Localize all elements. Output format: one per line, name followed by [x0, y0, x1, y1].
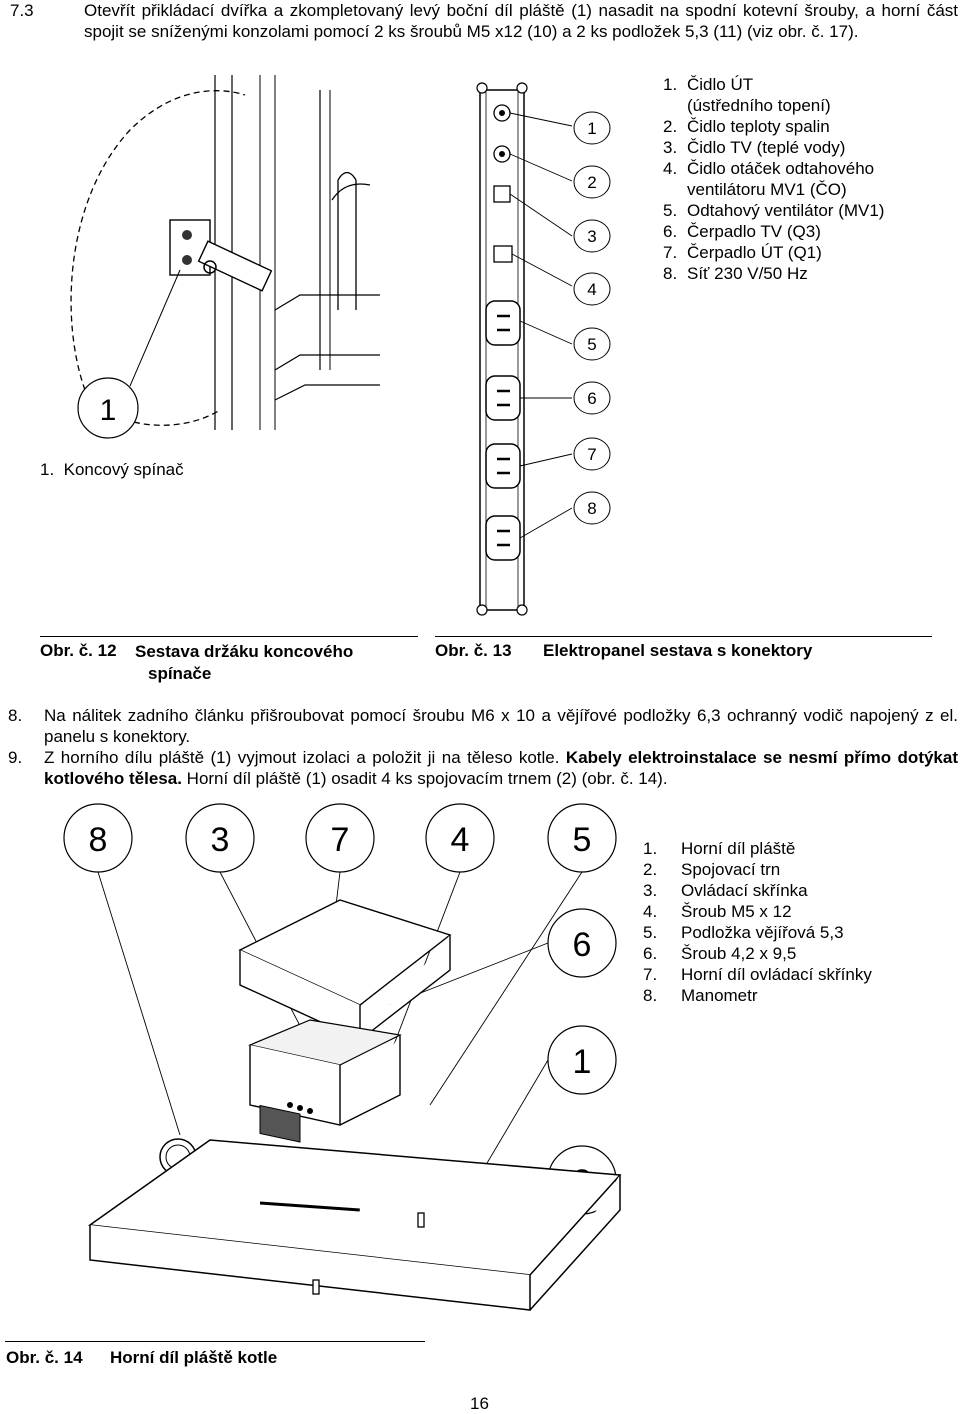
fig13-callout: 4	[587, 280, 597, 299]
paragraph-number: 7.3	[10, 1, 34, 20]
legend-item: 6. Čerpadlo TV (Q3)	[663, 222, 821, 241]
legend-item: (ústředního topení)	[687, 96, 831, 115]
legend-item: 1. Čidlo ÚT	[663, 75, 754, 94]
fig14-callout: 6	[572, 926, 592, 964]
legend-item: ventilátoru MV1 (ČO)	[687, 180, 847, 199]
fig14-callout: 3	[210, 821, 230, 859]
fig13-callout: 2	[587, 173, 597, 192]
fig14-caption-label: Obr. č. 14	[6, 1348, 83, 1367]
fig14-callout: 1	[572, 1043, 592, 1081]
legend-item: 7. Horní díl ovládací skřínky	[643, 965, 872, 984]
fig13-caption-title: Elektropanel sestava s konektory	[543, 641, 813, 660]
caption-rule	[5, 1341, 425, 1342]
legend-item: 8. Síť 230 V/50 Hz	[663, 264, 808, 283]
fig14-callout: 4	[450, 821, 470, 859]
fig14-callout: 7	[330, 821, 350, 859]
page-number: 16	[470, 1394, 489, 1413]
paragraph-text: Z horního dílu pláště (1) vyjmout izolaci a položit ji na těleso kotle. Kabely elektroinstalace se nesmí přímo dotýkat kotlového tělesa. Horní díl pláště (1) osadit 4 ks spojovacím trnem (2) (obr. č. 14).	[44, 748, 958, 788]
fig13-caption-label: Obr. č. 13	[435, 641, 512, 660]
legend-item: 3. Ovládací skřínka	[643, 881, 808, 900]
legend-item: 2. Spojovací trn	[643, 860, 781, 879]
paragraph-text: Na nálitek zadního článku přišroubovat pomocí šroubu M6 x 10 a vějířové podložky 6,3 ochranný vodič napojený z el. panelu s konektory.	[44, 706, 958, 746]
paragraph-7-3	[0, 0, 958, 66]
fig12-caption-label: Obr. č. 12	[40, 641, 117, 660]
caption-rule	[435, 636, 932, 637]
paragraph-text: Otevřít přikládací dvířka a zkompletovaný levý boční díl pláště (1) nasadit na spodní kotevní šrouby, a horní část spojit se sníženými konzolami pomocí 2 ks šroubů M5 x12 (10) a 2 ks podložek 5,3 (11) (viz obr. č. 17).	[84, 1, 958, 41]
fig13-callout: 3	[587, 227, 597, 246]
paragraph-step-8	[8, 705, 958, 749]
paragraph-number: 8.	[8, 706, 23, 725]
legend-item: 1. Horní díl pláště	[643, 839, 796, 858]
fig12-callout-1: 1	[99, 394, 117, 427]
fig14-callout: 5	[572, 821, 592, 859]
paragraph-number: 9.	[8, 748, 23, 767]
legend-item: 5. Podložka vějířová 5,3	[643, 923, 844, 942]
legend-item: 5. Odtahový ventilátor (MV1)	[663, 201, 885, 220]
caption-rule	[40, 636, 418, 637]
fig13-callout: 6	[587, 389, 597, 408]
fig14-caption-title: Horní díl pláště kotle	[110, 1348, 278, 1367]
fig14-callout: 8	[88, 821, 108, 859]
fig12-caption-title: Sestava držáku koncového spínače	[135, 642, 354, 683]
fig13-drawing	[472, 76, 632, 624]
legend-item: 3. Čidlo TV (teplé vody)	[663, 138, 846, 157]
legend-item: 4. Čidlo otáček odtahového	[663, 159, 875, 178]
fig13-callout: 5	[587, 335, 597, 354]
fig13-callout: 1	[587, 119, 597, 138]
legend-item: 2. Čidlo teploty spalin	[663, 117, 830, 136]
fig14-legend	[643, 838, 872, 1006]
fig12-drawing	[60, 70, 380, 440]
fig14-drawing	[60, 805, 640, 1340]
paragraph-step-9	[8, 747, 958, 791]
legend-item: 6. Šroub 4,2 x 9,5	[643, 944, 797, 963]
fig13-callout: 7	[587, 445, 597, 464]
legend-item: 7. Čerpadlo ÚT (Q1)	[663, 243, 822, 262]
fig13-legend	[663, 74, 884, 284]
fig12-legend-item: 1. Koncový spínač	[40, 460, 184, 479]
legend-item: 4. Šroub M5 x 12	[643, 902, 792, 921]
legend-item: 8. Manometr	[643, 986, 758, 1005]
fig13-callout: 8	[587, 499, 597, 518]
